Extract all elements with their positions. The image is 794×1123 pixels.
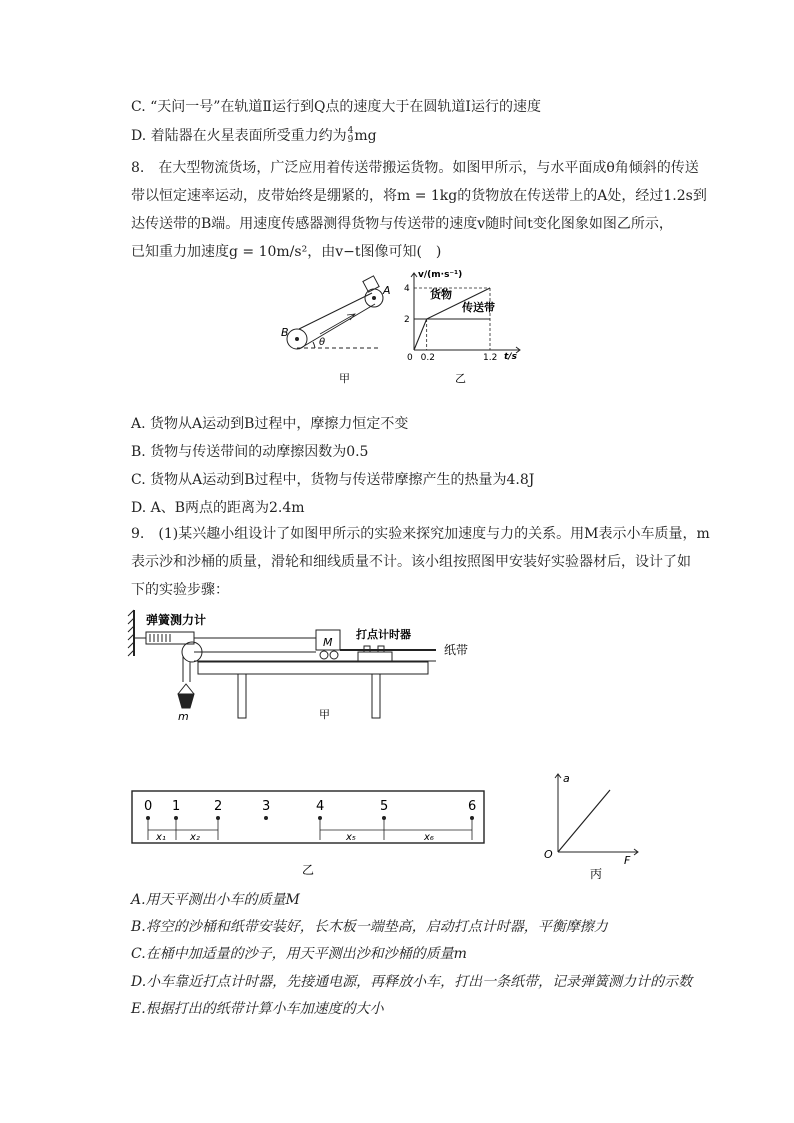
pulley-b-axle — [295, 337, 299, 341]
pulley-a-axle — [372, 296, 376, 300]
label-f-axis: F — [624, 854, 631, 867]
option-d — [131, 126, 377, 146]
caption-yi: 乙 — [455, 372, 466, 385]
fraction-denominator: 9 — [347, 135, 354, 145]
vt-graph — [400, 268, 530, 388]
label-a-axis: a — [563, 772, 570, 785]
point-label-1: 1 — [172, 799, 181, 814]
label-b: B — [281, 326, 289, 339]
belt-direction-arrow — [320, 314, 355, 334]
label-spring-scale: 弹簧测力计 — [146, 613, 207, 627]
tape-dot-3 — [264, 816, 268, 820]
point-label-6: 6 — [468, 799, 477, 814]
q8-option-a: A. 货物从A运动到B过程中，摩擦力恒定不变 — [131, 416, 409, 432]
caption-yi-9: 乙 — [302, 863, 315, 877]
step-c: C.在桶中加适量的沙子，用天平测出沙和沙桶的质量m — [131, 946, 467, 962]
apparatus-figure — [126, 606, 506, 726]
timer — [358, 652, 392, 661]
label-bucket: m — [178, 710, 189, 723]
q9-line2: 表示沙和沙桶的质量，滑轮和细线质量不计。该小组按照图甲安装好实验器材后，设计了如 — [131, 554, 691, 570]
y-tick-4: 4 — [404, 284, 410, 294]
t-axis-label: t/s — [504, 352, 517, 362]
label-theta: θ — [319, 337, 326, 348]
label-belt: 传送带 — [462, 301, 495, 314]
point-label-5: 5 — [380, 799, 389, 814]
label-cart: M — [323, 636, 333, 649]
x-tick-1.2: 1.2 — [483, 353, 498, 363]
fraction — [348, 127, 354, 145]
step-a: A.用天平测出小车的质量M — [131, 892, 300, 908]
af-graph — [538, 768, 648, 883]
caption-bing: 丙 — [590, 867, 603, 881]
step-e: E.根据打出的纸带计算小车加速度的大小 — [131, 1001, 384, 1017]
caption-jia-9: 甲 — [319, 708, 330, 721]
q9-line3: 下的实验步骤： — [131, 582, 229, 598]
label-x2: x₂ — [190, 832, 200, 843]
q8-line1: 8. 在大型物流货场，广泛应用着传送带搬运货物。如图甲所示，与水平面成θ角倾斜的传送 — [131, 160, 699, 176]
label-goods: 货物 — [430, 288, 452, 301]
label-x5: x₅ — [346, 832, 356, 843]
y-tick-2: 2 — [404, 315, 410, 325]
spring-coil — [150, 634, 170, 642]
step-d: D.小车靠近打点计时器，先接通电源，再释放小车，打出一条纸带，记录弹簧测力计的示数 — [131, 974, 693, 990]
belt-top — [299, 293, 372, 329]
label-x1: x₁ — [156, 832, 166, 843]
point-label-4: 4 — [316, 799, 325, 814]
table-leg-right — [372, 674, 380, 718]
point-label-0: 0 — [144, 799, 153, 814]
label-tape: 纸带 — [444, 643, 469, 657]
label-x6: x₆ — [424, 832, 434, 843]
label-origin-o: O — [544, 848, 553, 861]
x-tick-0.2: 0.2 — [420, 353, 435, 363]
point-label-3: 3 — [262, 799, 271, 814]
v-axis-label: v/(m·s⁻¹) — [418, 270, 463, 280]
bucket-handle — [178, 684, 194, 694]
cart-wheel-left — [320, 651, 328, 659]
q8-option-c: C. 货物从A运动到B过程中，货物与传送带摩擦产生的热量为4.8J — [131, 472, 535, 488]
bucket — [178, 694, 194, 708]
caption-jia: 甲 — [339, 372, 350, 385]
option-d-unit: mg — [354, 128, 377, 144]
q8-line2: 带以恒定速率运动，皮带始终是绷紧的，将m = 1kg的货物放在传送带上的A处，经过1.2s到 — [131, 188, 707, 204]
fraction-numerator: 4 — [347, 126, 354, 136]
af-line — [558, 790, 610, 852]
board — [198, 662, 428, 674]
option-d-text: D. 着陆器在火星表面所受重力约为 — [131, 128, 347, 144]
incline-figure — [275, 272, 395, 392]
origin-label: 0 — [407, 353, 413, 363]
table-leg-left — [238, 674, 246, 718]
q9-line1: 9. (1)某兴趣小组设计了如图甲所示的实验来探究加速度与力的关系。用M表示小车质量，m — [131, 526, 710, 542]
q8-line3: 达传送带的B端。用速度传感器测得货物与传送带的速度v随时间t变化图象如图乙所示， — [131, 216, 673, 232]
q8-option-b: B. 货物与传送带间的动摩擦因数为0.5 — [131, 444, 369, 460]
point-label-2: 2 — [214, 799, 223, 814]
q8-line4: 已知重力加速度g = 10m/s²，由v−t图像可知( ) — [131, 244, 442, 260]
q8-option-d: D. A、B两点的距离为2.4m — [131, 500, 305, 516]
cart-wheel-right — [330, 651, 338, 659]
theta-arc — [313, 342, 315, 348]
label-timer: 打点计时器 — [356, 628, 411, 641]
step-b: B.将空的沙桶和纸带安装好，长木板一端垫高，启动打点计时器，平衡摩擦力 — [131, 919, 608, 935]
tape-figure — [128, 788, 498, 883]
label-a: A — [383, 284, 391, 297]
option-c: C. “天问一号”在轨道Ⅱ运行到Q点的速度大于在圆轨道Ⅰ运行的速度 — [131, 99, 541, 115]
